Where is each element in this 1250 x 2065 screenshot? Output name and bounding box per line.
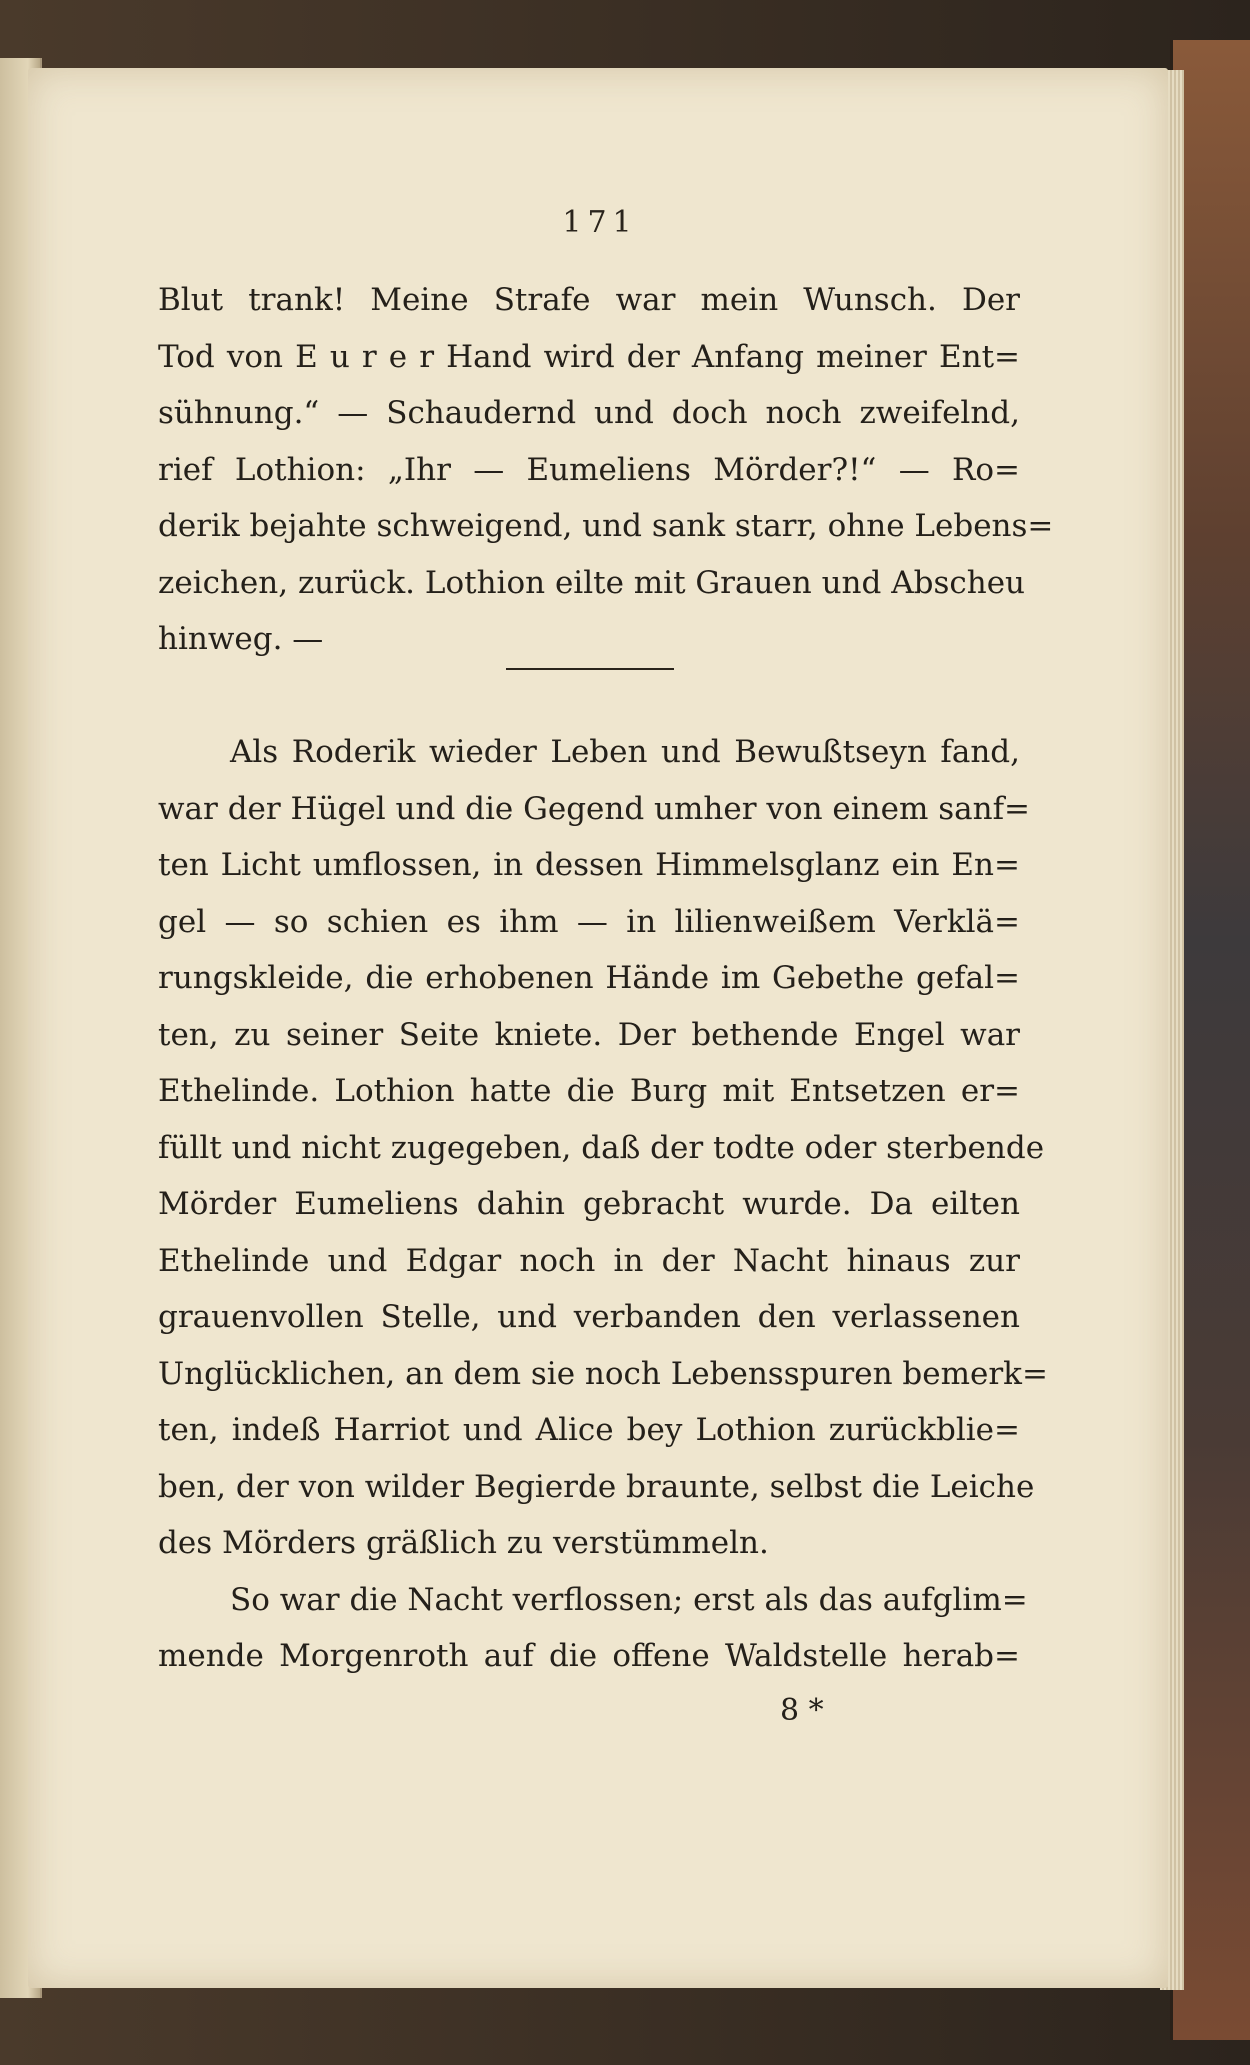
text-block xyxy=(158,272,1054,1685)
text-line: Unglücklichen, an dem sie noch Lebensspuren bemerk= xyxy=(158,1355,1048,1392)
text-line: Tod von E u r e r Hand wird der Anfang meiner Ent= xyxy=(158,338,1020,375)
section-break-space xyxy=(158,668,1020,725)
text-line: des Mörders gräßlich zu verstümmeln. xyxy=(158,1525,769,1561)
text-line: ten, indeß Harriot und Alice bey Lothion zurückblie= xyxy=(158,1412,1020,1448)
text-line: Ethelinde. Lothion hatte die Burg mit Entsetzen er= xyxy=(158,1073,1020,1109)
text-line: zeichen, zurück. Lothion eilte mit Grauen und Abscheu xyxy=(158,564,1026,601)
text-line: war der Hügel und die Gegend umher von einem sanf= xyxy=(158,790,1031,827)
text-line: rief Lothion: „Ihr — Eumeliens Mörder?!“ — Ro= xyxy=(158,451,1020,488)
text-line: Blut trank! Meine Strafe war mein Wunsch. Der xyxy=(158,282,1020,318)
text-line: ten Licht umflossen, in dessen Himmelsglanz ein En= xyxy=(158,847,1020,883)
text-line: mende Morgenroth auf die offene Waldstelle herab= xyxy=(158,1638,1020,1674)
text-line: grauenvollen Stelle, und verbanden den verlassenen xyxy=(158,1299,1020,1335)
text-line: rungskleide, die erhobenen Hände im Gebethe gefal= xyxy=(158,960,1020,996)
text-line: hinweg. — xyxy=(158,621,324,657)
signature-mark: 8 * xyxy=(780,1693,824,1728)
section-divider-rule xyxy=(506,668,674,670)
text-line: sühnung.“ — Schaudernd und doch noch zweifelnd, xyxy=(158,395,1020,431)
text-line: Als Roderik wieder Leben und Bewußtseyn fand, xyxy=(230,734,1020,770)
text-line: ten, zu seiner Seite kniete. Der bethende Engel war xyxy=(158,1016,1020,1053)
page-number: 171 xyxy=(562,205,638,240)
text-line: derik bejahte schweigend, und sank starr, ohne Lebens= xyxy=(158,508,1054,544)
text-line: So war die Nacht verflossen; erst als das aufglim= xyxy=(230,1581,1028,1618)
text-line: Mörder Eumeliens dahin gebracht wurde. Da eilten xyxy=(158,1186,1020,1222)
text-line: füllt und nicht zugegeben, daß der todte oder sterbende xyxy=(158,1129,1045,1166)
text-line: Ethelinde und Edgar noch in der Nacht hinaus zur xyxy=(158,1242,1020,1279)
text-line: gel — so schien es ihm — in lilienweißem Verklä= xyxy=(158,903,1020,940)
text-line: ben, der von wilder Begierde braunte, selbst die Leiche xyxy=(158,1468,1035,1505)
